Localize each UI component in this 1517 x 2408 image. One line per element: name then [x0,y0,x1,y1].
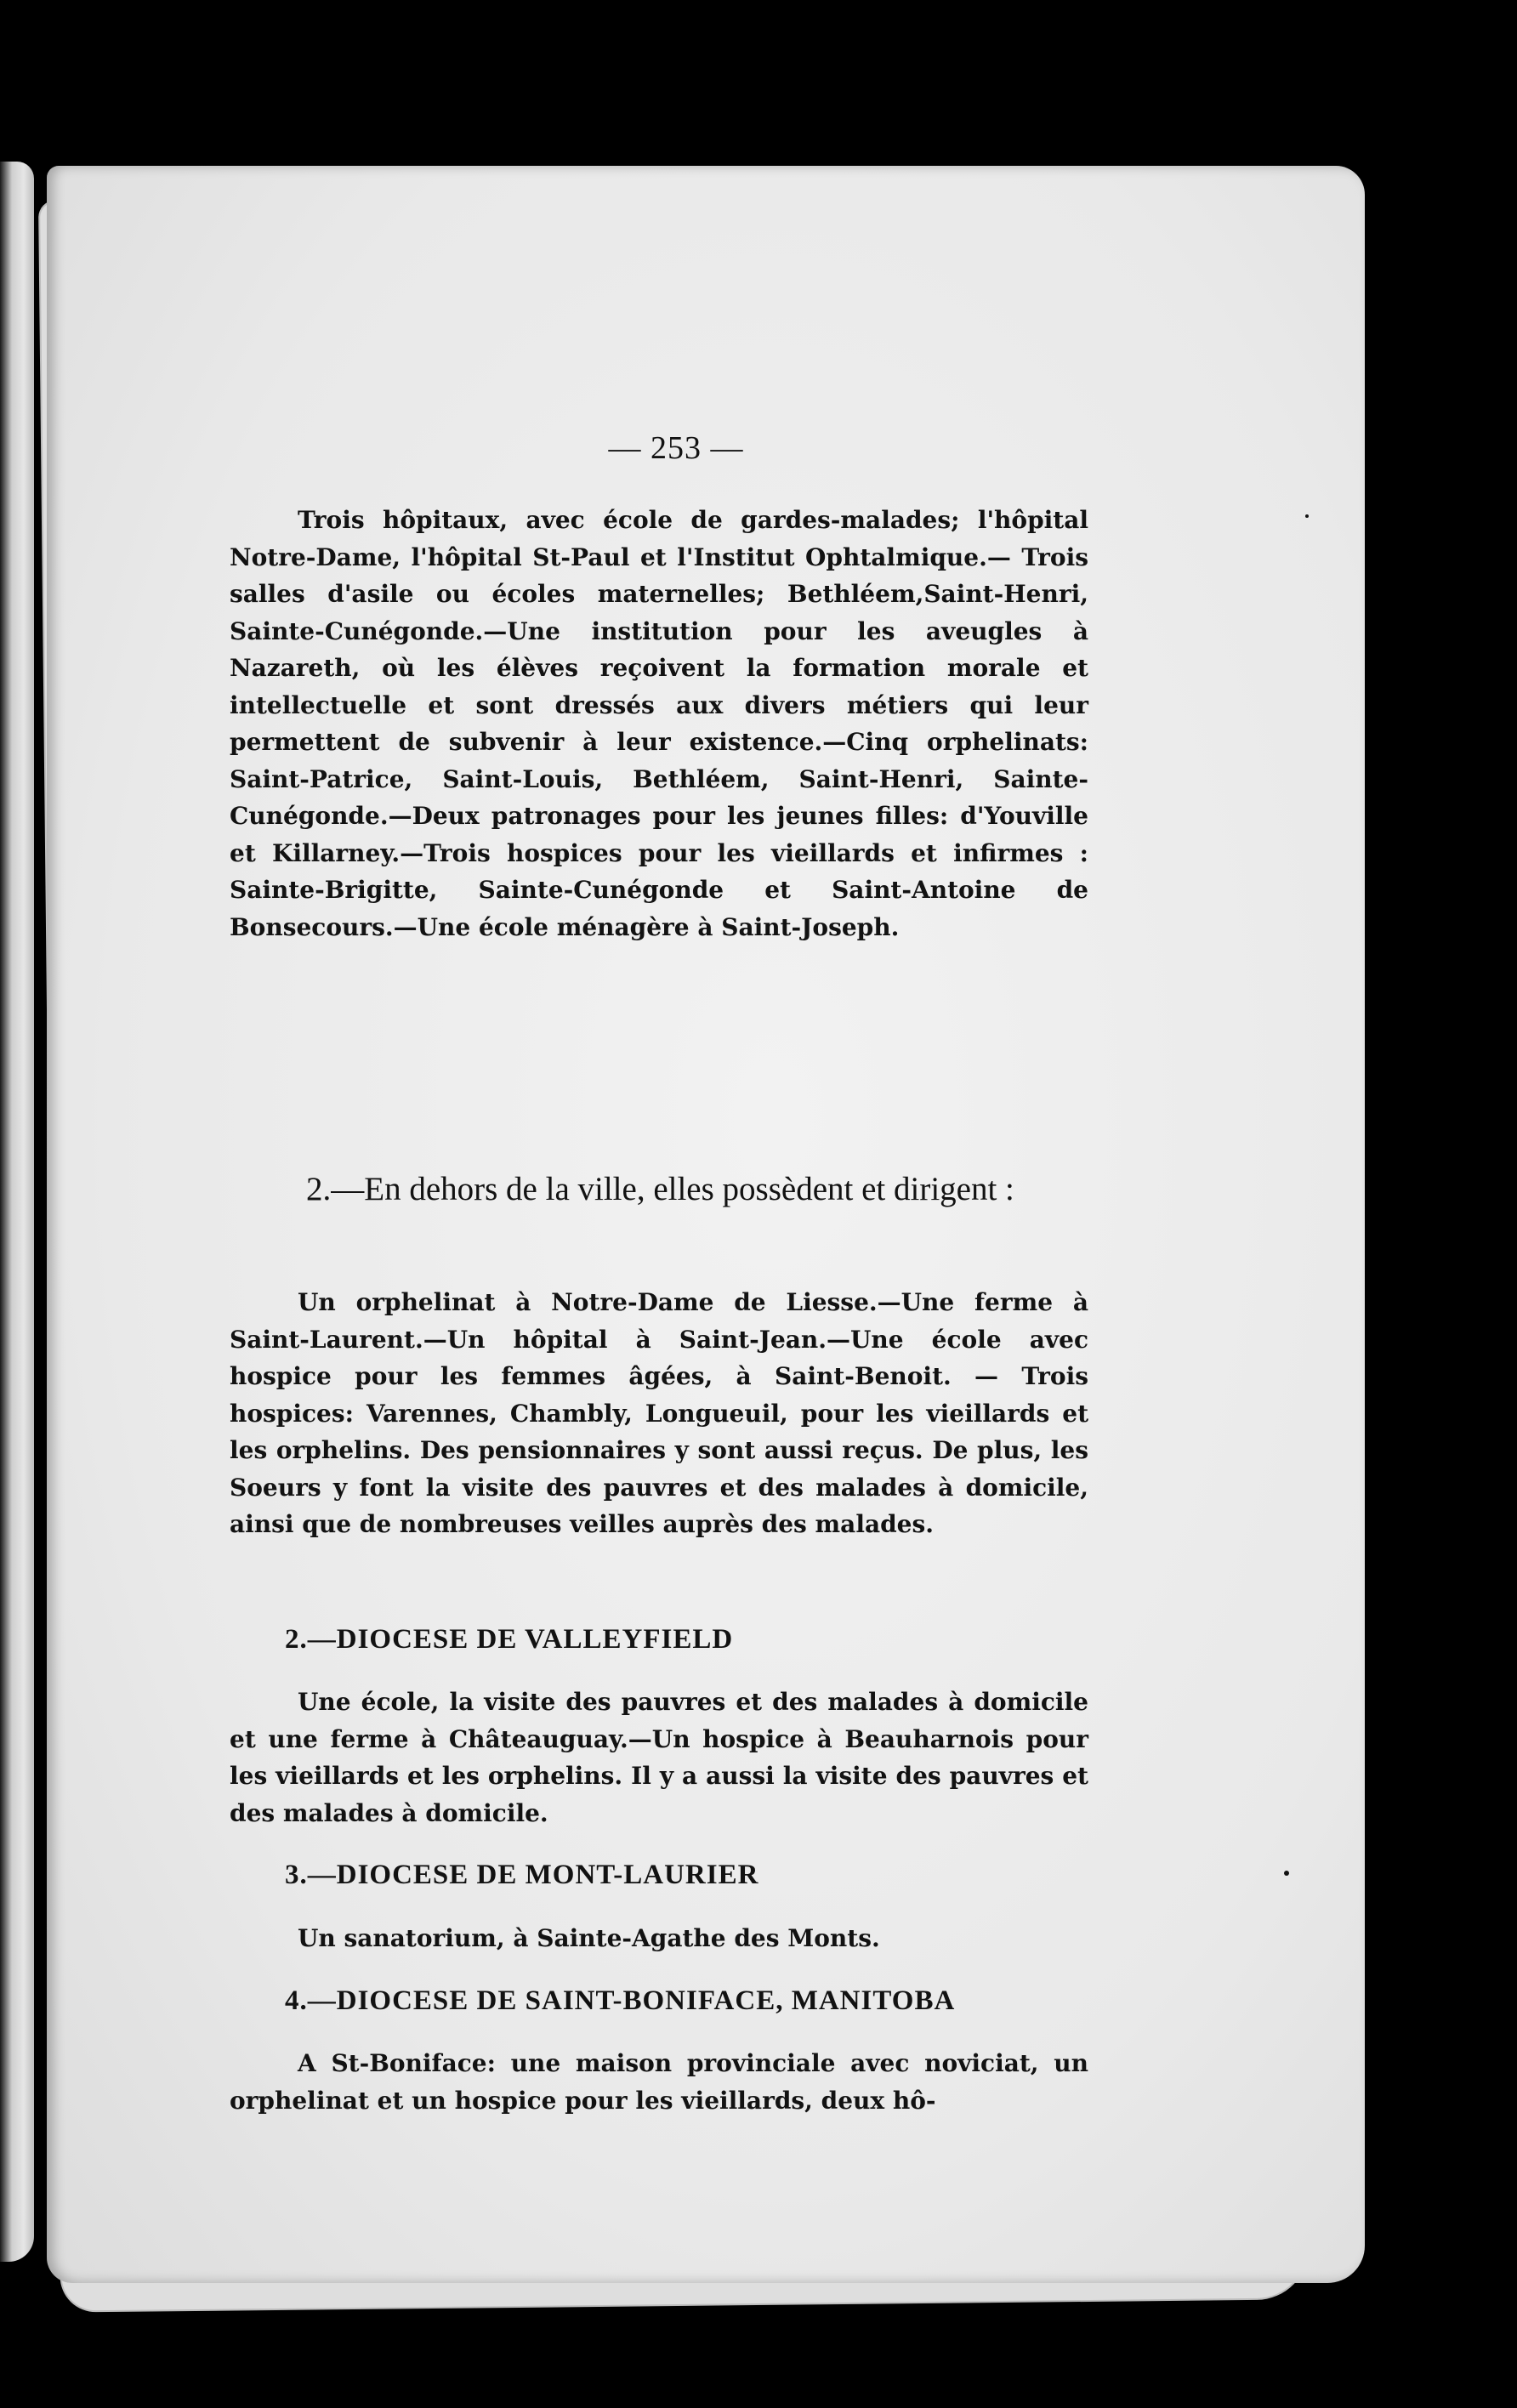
paragraph-valleyfield: Une école, la visite des pauvres et des malades à domicile et une ferme à Châteauguay.—Un hospice à Beauharnois pour les vieillards et les orphelins. Il y a aussi la visite des pauvres et des malades à domicile. [230,1688,1088,1827]
scan-speck [1305,514,1309,518]
paragraph-montreal-institutions: Trois hôpitaux, avec école de gardes-malades; l'hôpital Notre-Dame, l'hôpital St-Paul et l'Institut Ophtalmique.— Trois salles d'asile ou écoles maternelles; Bethléem,Saint-Henri, Sainte-Cunégonde.—Une institution pour les aveugles à Nazareth, où les élèves reçoivent la formation morale et intellectuelle et sont dressés aux divers métiers qui leur permettent de subvenir à leur existence.—Cinq orphelinats: Saint-Patrice, Saint-Louis, Bethléem, Saint-Henri, Sainte-Cunégonde.—Deux patronages pour les jeunes filles: d'Youville et Killarney.—Trois hospices pour les vieillards et infirmes : Sainte-Brigitte, Sainte-Cunégonde et Saint-Antoine de Bonsecours.—Une école ménagère à Saint-Joseph. [230,506,1088,941]
paragraph-saint-boniface: A St-Boniface: une maison provinciale avec noviciat, un orphelinat et un hospice pour les vieillards, deux hô- [230,2049,1088,2115]
paragraph-mont-laurier: Un sanatorium, à Sainte-Agathe des Monts. [298,1924,880,1952]
facing-page-edge [0,162,34,2262]
book-page [47,166,1365,2283]
heading-diocese-valleyfield: 2.—DIOCESE DE VALLEYFIELD [285,1624,734,1655]
heading-diocese-mont-laurier: 3.—DIOCESE DE MONT-LAURIER [285,1860,759,1890]
heading-diocese-saint-boniface: 4.—DIOCESE DE SAINT-BONIFACE, MANITOBA [285,1985,956,2016]
paragraph-outside-city-list: Un orphelinat à Notre-Dame de Liesse.—Une ferme à Saint-Laurent.—Un hôpital à Saint-Jean.—Une école avec hospice pour les femmes âgées, à Saint-Benoit. — Trois hospices: Varennes, Chambly, Longueuil, pour les vieillards et les orphelins. Des pensionnaires y sont aussi reçus. De plus, les Soeurs y font la visite des pauvres et des malades à domicile, ainsi que de nombreuses veilles auprès des malades. [230,1288,1088,1538]
scan-speck [1284,1871,1289,1876]
paragraph-outside-city-intro: 2.—En dehors de la ville, elles possèdent et dirigent : [306,1171,1014,1207]
page-number: — 253 — [608,430,744,466]
